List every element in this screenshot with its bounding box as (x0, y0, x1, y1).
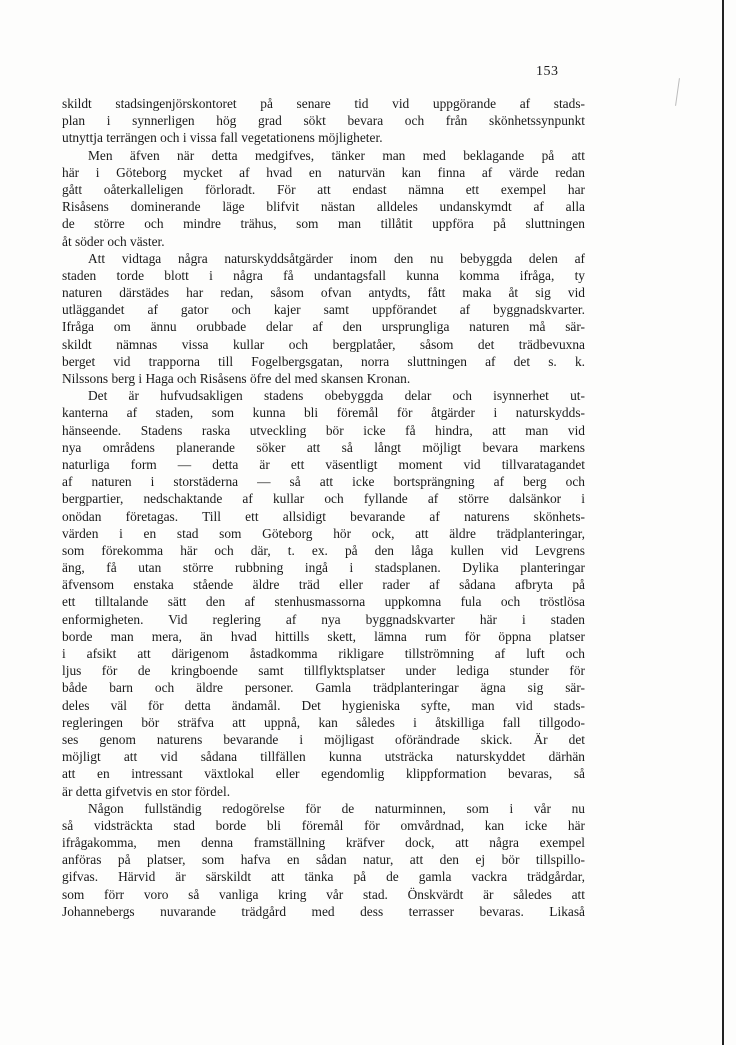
text-line: anföras på platser, som hafva en sådan natur, att den ej bör tillspillo- (62, 852, 585, 868)
text-line: Men äfven när detta medgifves, tänker man med beklagande på att (88, 147, 585, 163)
text-line: värden i en stad som Göteborg hör ock, att äldre trädplanteringar, (62, 525, 585, 541)
text-line: hänseende. Stadens raska utveckling bör icke få hindra, att man vid (62, 422, 585, 438)
text-line: ett tilltalande sätt den af stenhusmassorna uppkomna fula och tröstlösa (62, 594, 585, 610)
text-line: åt söder och väster. (62, 233, 165, 249)
text-line: af naturen i storstäderna — så att icke bortsprängning af berg och (62, 474, 585, 490)
text-line: deles väl för detta ändamål. Det hygieniska syfte, man vid stads- (62, 697, 585, 713)
text-line: skildt nämnas vissa kullar och bergplatåer, såsom det trädbevuxna (62, 336, 585, 352)
text-line: de större och mindre trähus, som man tillåtit uppföra på sluttningen (62, 216, 585, 232)
text-line: gått oåterkalleligen förloradt. För att endast nämna ett exempel har (62, 181, 585, 197)
text-line: Johannebergs nuvarande trädgård med dess terrasser bevaras. Likaså (62, 903, 585, 919)
text-line: i afsikt att därigenom åstadkomma rikligare tillströmning af luft och (62, 646, 585, 661)
text-line: både barn och äldre personer. Gamla trädplanteringar ägna sig sär- (62, 680, 585, 696)
text-line: borde man mera, än hvad hittills skett, lämna rum för öppna platser (62, 628, 585, 644)
text-line: Ifråga om ännu orubbade delar af den ursprungliga naturen må sär- (62, 319, 585, 335)
text-line: så vidsträckta stad borde bli föremål för omvårdnad, kan icke här (62, 817, 585, 833)
text-line: staden torde blott i några få undantagsfall kunna komma ifråga, ty (62, 267, 585, 283)
text-line: äng, få utan större rubbning ingå i stadsplanen. Dylika planteringar (62, 560, 585, 576)
scan-edge-border (722, 0, 724, 1045)
text-line: bergpartier, nedschaktande af kullar och fyllande af större dalsänkor i (62, 491, 585, 507)
text-line: onödan företagas. Till ett allsidigt bevarande af naturens skönhets- (62, 508, 585, 524)
text-line: Att vidtaga några naturskyddsåtgärder inom den nu bebyggda delen af (88, 250, 585, 266)
page-number: 153 (536, 64, 559, 79)
text-line: regleringen bör sträfva att uppnå, kan således i åtskilliga fall tillgodo- (62, 714, 585, 730)
text-line: att en intressant växtlokal eller egendomlig klippformation bevaras, så (62, 766, 585, 782)
text-line: Risåsens dominerande läge blifvit nästan alldeles undanskymdt af alla (62, 199, 585, 215)
text-line: är detta gifvetvis en stor fördel. (62, 783, 231, 799)
text-line: utnyttja terrängen och i vissa fall vegetationens möjligheter. (62, 130, 383, 146)
text-line: nya områdens planerande söker att så långt möjligt bevara markens (62, 439, 585, 455)
text-line: skildt stadsingenjörskontoret på senare tid vid uppgörande af stads- (62, 96, 585, 111)
text-line: Någon fullständig redogörelse för de naturminnen, som i vår nu (88, 800, 585, 816)
body-text (62, 95, 585, 920)
text-line: möjligt att vid sådana tillfällen kunna utsträcka naturskyddet därhän (62, 749, 585, 765)
scan-edge-mark (675, 78, 680, 106)
text-line: ifrågakomma, men denna framställning kräfver dock, att några exempel (62, 835, 585, 851)
text-line: som förekomma här och där, t. ex. på den låga kullen vid Levgrens (62, 542, 585, 558)
text-line: ses genom naturens bevarande i möjligast oförändrade skick. Är det (62, 731, 585, 747)
text-line: gifvas. Härvid är särskildt att tänka på de gamla vackra trädgårdar, (62, 869, 585, 885)
text-line: berget vid trapporna till Fogelbergsgatan, norra sluttningen af det s. k. (62, 353, 585, 369)
text-line: som förr voro så vanliga kring vår stad. Önskvärdt är således att (62, 886, 585, 902)
text-line: naturen därstädes har redan, såsom ofvan antydts, fått maka åt sig vid (62, 285, 585, 301)
text-line: Nilssons berg i Haga och Risåsens öfre del med skansen Kronan. (62, 371, 411, 386)
text-line: utläggandet af gator och kajer samt uppförandet af byggnadskvarter. (62, 302, 585, 318)
text-line: äfvensom enstaka stående äldre träd eller rader af sådana afbryta på (62, 577, 585, 593)
text-line: Det är hufvudsakligen stadens obebyggda delar och isynnerhet ut- (88, 388, 585, 404)
text-line: enformigheten. Vid reglering af nya byggnadskvarter här i staden (62, 611, 585, 627)
text-line: här i Göteborg mycket af hvad en naturvän kan finna af värde redan (62, 164, 585, 180)
text-line: naturliga form — detta är ett väsentligt moment vid tillvaratagandet (62, 456, 585, 472)
text-line: kanterna af staden, som kunna bli föremål för åtgärder i naturskydds- (62, 405, 585, 421)
text-line: ljus för de kringboende samt tillflyktsplatser under lediga stunder för (62, 663, 585, 679)
text-line: plan i synnerligen hög grad sökt bevara och från skönhetssynpunkt (62, 113, 585, 129)
